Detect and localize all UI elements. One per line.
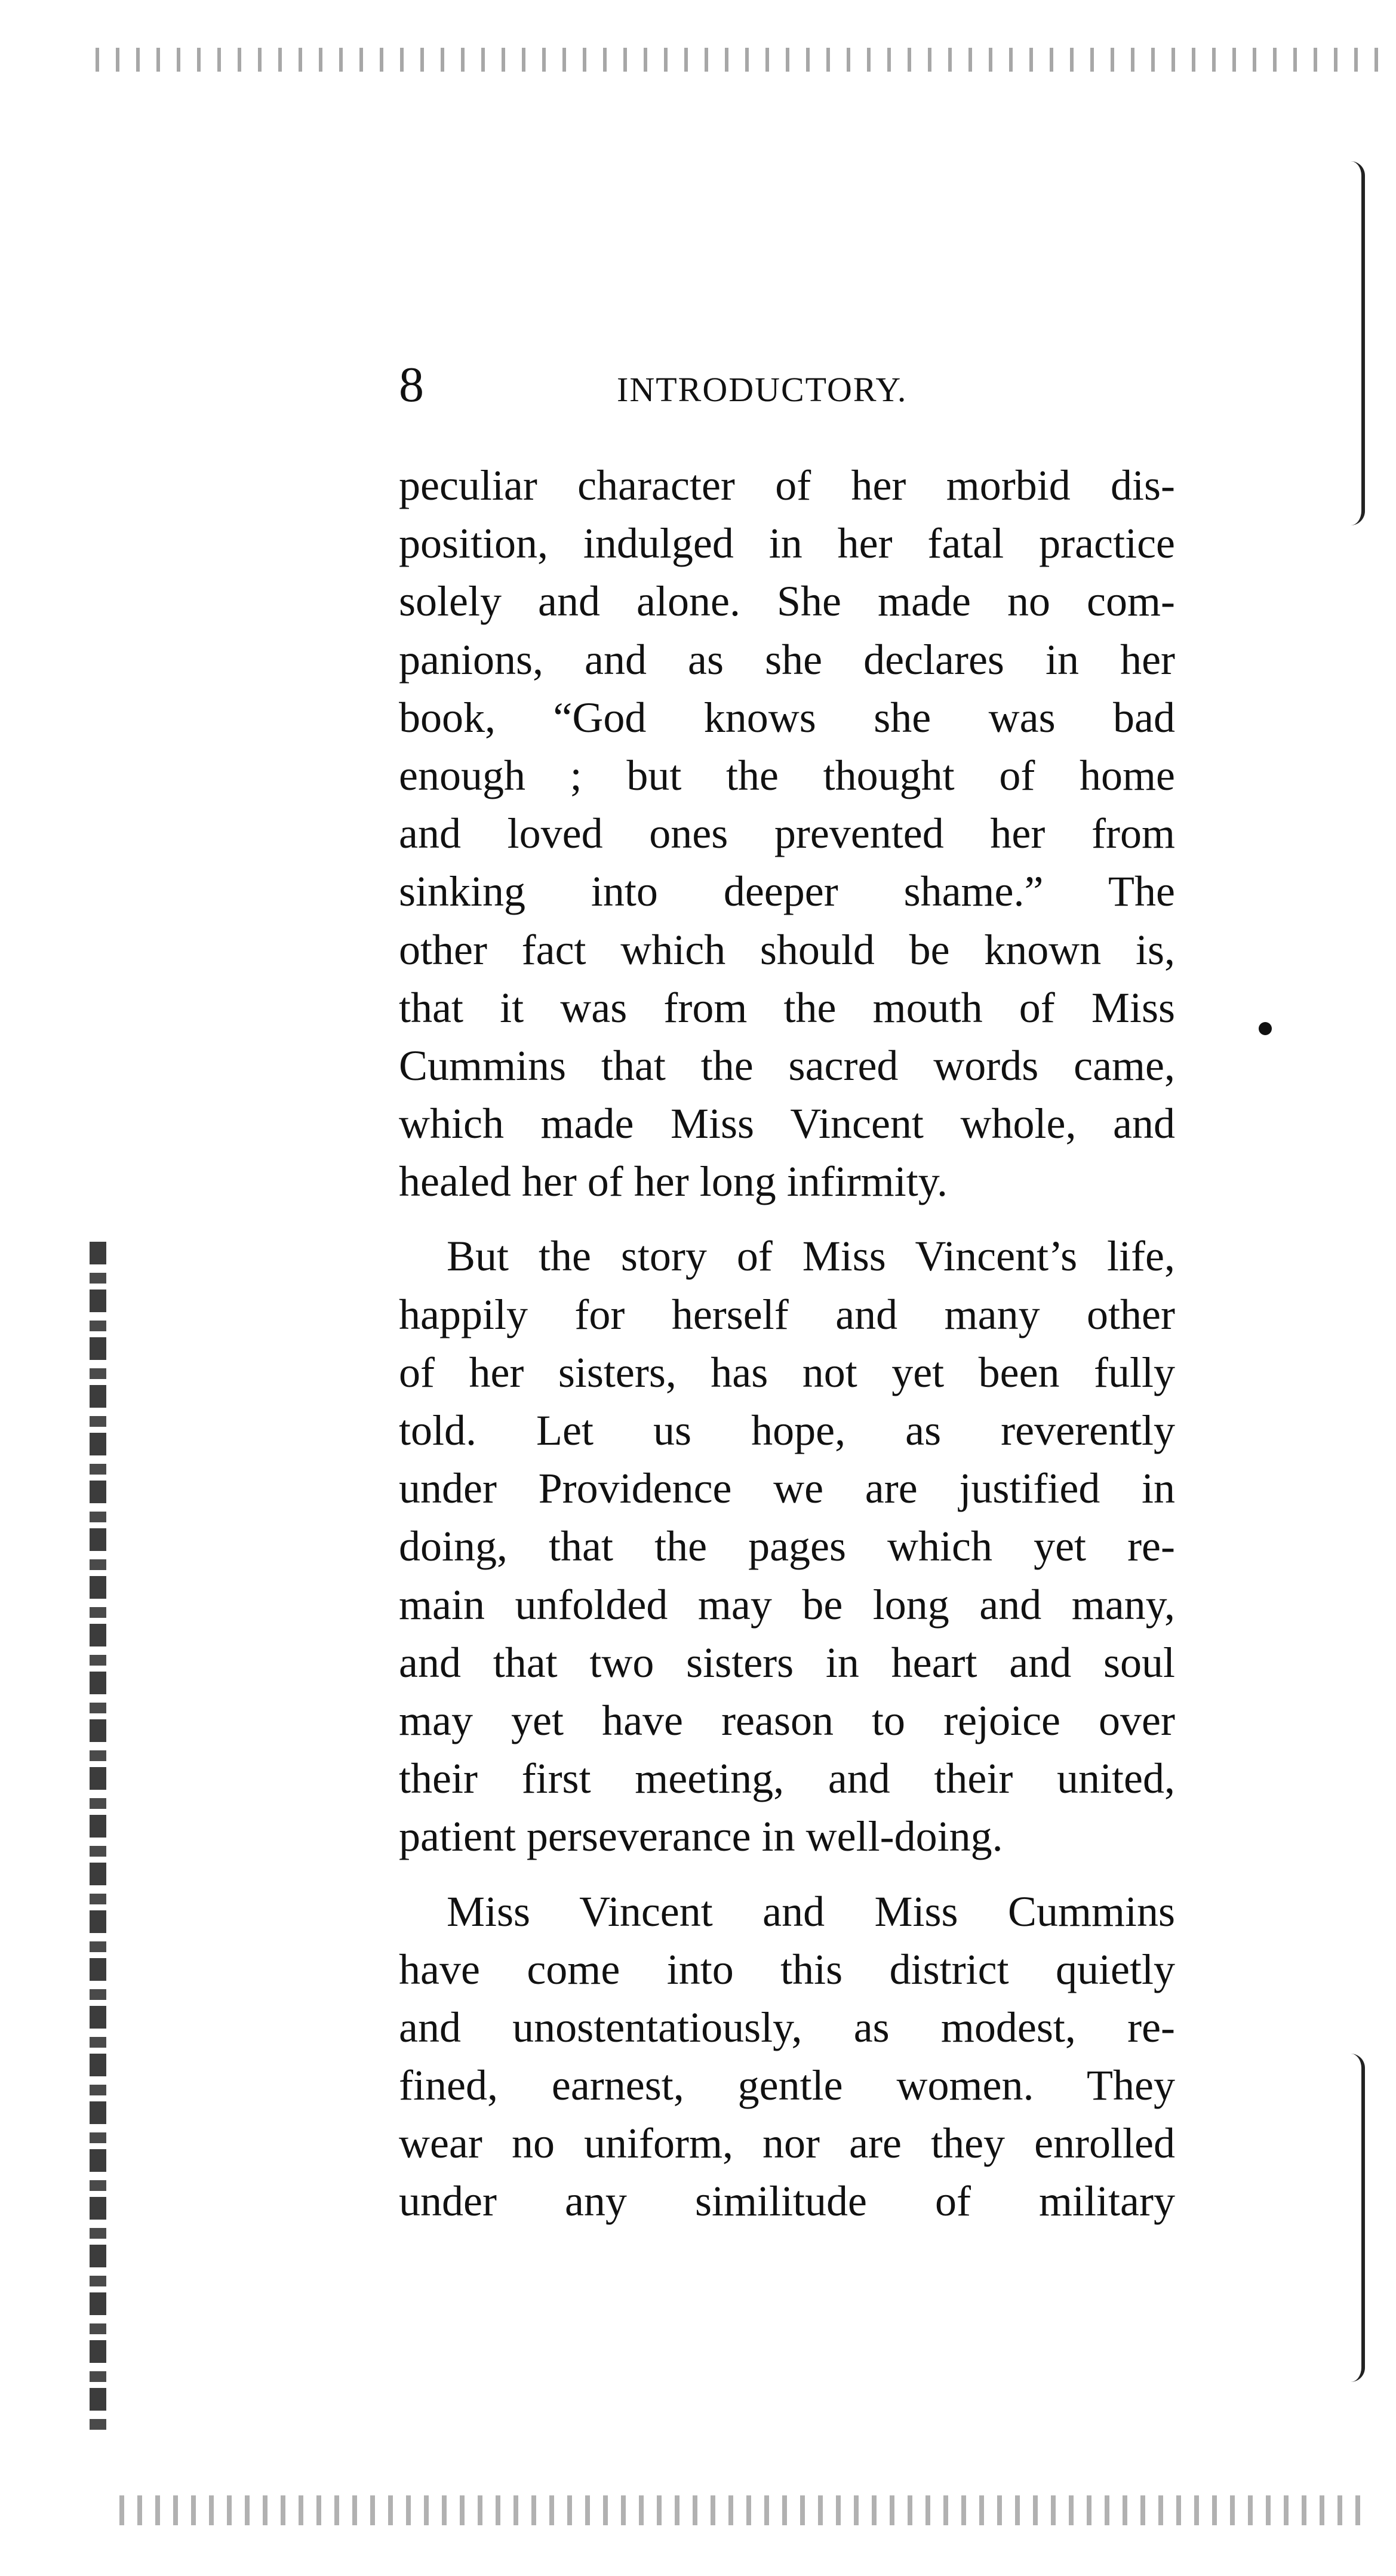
- text-line: and loved ones prevented her from: [399, 810, 1175, 858]
- text-line: and unostentatiously, as modest, re-: [399, 2003, 1175, 2051]
- text-line: Cummins that the sacred words came,: [399, 1041, 1175, 1090]
- text-line: doing, that the pages which yet re-: [399, 1522, 1175, 1571]
- paragraph-3: [399, 1883, 1175, 2231]
- text-line: wear no uniform, nor are they enrolled: [399, 2119, 1175, 2168]
- page-edge-mark-right-upper: [1351, 161, 1365, 525]
- text-line: panions, and as she declares in her: [399, 635, 1175, 684]
- paragraph-2: [399, 1227, 1175, 1866]
- text-line: main unfolded may be long and many,: [399, 1580, 1175, 1629]
- text-line: that it was from the mouth of Miss: [399, 983, 1175, 1032]
- text-line: may yet have reason to rejoice over: [399, 1696, 1175, 1744]
- text-line: enough ; but the thought of home: [399, 751, 1175, 799]
- paragraph-1: [399, 457, 1175, 1211]
- text-line: position, indulged in her fatal practice: [399, 519, 1175, 568]
- page-edge-mark-right-lower: [1351, 2054, 1365, 2382]
- body-text: [399, 457, 1175, 2231]
- text-line: solely and alone. She made no com-: [399, 577, 1175, 626]
- text-line: and that two sisters in heart and soul: [399, 1638, 1175, 1686]
- text-line: happily for herself and many other: [399, 1290, 1175, 1338]
- scan-edge-noise-top: [96, 48, 1379, 72]
- binding-marks-left: [90, 1242, 106, 2436]
- text-line: healed her of her long infirmity.: [399, 1158, 948, 1206]
- text-line: fined, earnest, gentle women. They: [399, 2061, 1175, 2110]
- text-line: of her sisters, has not yet been fully: [399, 1348, 1175, 1396]
- running-title: INTRODUCTORY.: [617, 370, 908, 409]
- text-line: Miss Vincent and Miss Cummins: [447, 1887, 1175, 1935]
- page-number: 8: [399, 357, 424, 413]
- text-line: book, “God knows she was bad: [399, 693, 1175, 741]
- text-line: have come into this district quietly: [399, 1945, 1175, 1993]
- scan-edge-noise-bottom: [119, 2495, 1373, 2525]
- text-line: patient perseverance in well-doing.: [399, 1812, 1003, 1861]
- text-line: under Providence we are justified in: [399, 1464, 1175, 1513]
- ink-speck: [1259, 1022, 1272, 1035]
- text-line: peculiar character of her morbid dis-: [399, 461, 1175, 509]
- text-line: under any similitude of military: [399, 2177, 1175, 2226]
- text-line: other fact which should be known is,: [399, 925, 1175, 974]
- text-line: But the story of Miss Vincent’s life,: [447, 1232, 1175, 1281]
- text-line: their first meeting, and their united,: [399, 1755, 1175, 1803]
- text-line: told. Let us hope, as reverently: [399, 1407, 1175, 1454]
- text-line: sinking into deeper shame.” The: [399, 867, 1175, 916]
- page-header: [399, 358, 1175, 412]
- text-line: which made Miss Vincent whole, and: [399, 1100, 1175, 1148]
